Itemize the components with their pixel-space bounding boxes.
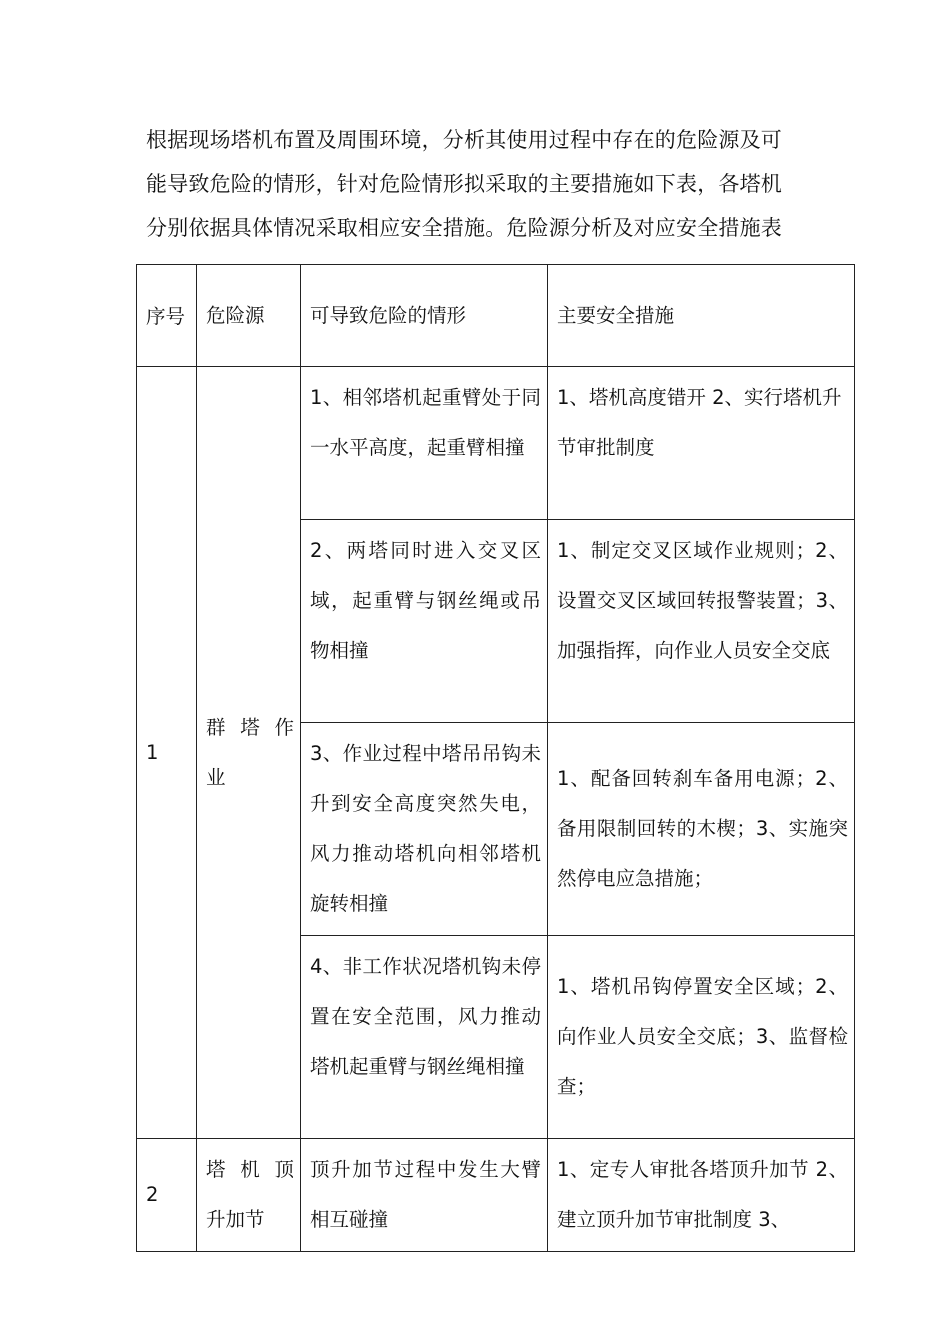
row-measure: 1、定专人审批各塔顶升加节 2、建立顶升加节审批制度 3、	[548, 1139, 855, 1252]
header-situation: 可导致危险的情形	[301, 265, 548, 367]
row-situation: 3、作业过程中塔吊吊钩未升到安全高度突然失电，风力推动塔机向相邻塔机旋转相撞	[301, 723, 548, 936]
intro-paragraph	[146, 118, 826, 250]
row-measure: 1、制定交叉区域作业规则；2、设置交叉区域回转报警装置；3、加强指挥，向作业人员安全交底	[548, 520, 855, 723]
table-row	[137, 367, 855, 520]
hazard-measures-table	[136, 264, 855, 1252]
header-seq: 序号	[137, 265, 197, 367]
intro-line: 分别依据具体情况采取相应安全措施。危险源分析及对应安全措施表	[146, 216, 782, 240]
table-header-row	[137, 265, 855, 367]
row-situation: 顶升加节过程中发生大臂相互碰撞	[301, 1139, 548, 1252]
row-seq: 1	[137, 367, 197, 1139]
table-row	[137, 1139, 855, 1252]
row-situation: 2、两塔同时进入交叉区域，起重臂与钢丝绳或吊物相撞	[301, 520, 548, 723]
row-measure: 1、配备回转刹车备用电源；2、备用限制回转的木楔；3、实施突然停电应急措施；	[548, 723, 855, 936]
row-measure: 1、塔机吊钩停置安全区域；2、向作业人员安全交底；3、监督检查；	[548, 936, 855, 1139]
intro-line: 能导致危险的情形，针对危险情形拟采取的主要措施如下表，各塔机	[146, 172, 782, 196]
row-measure: 1、塔机高度错开 2、实行塔机升节审批制度	[548, 367, 855, 520]
header-measure: 主要安全措施	[548, 265, 855, 367]
row-situation: 4、非工作状况塔机钩未停置在安全范围，风力推动塔机起重臂与钢丝绳相撞	[301, 936, 548, 1139]
intro-line: 根据现场塔机布置及周围环境，分析其使用过程中存在的危险源及可	[146, 128, 782, 152]
row-hazard: 塔 机 顶 升加节	[197, 1139, 301, 1252]
row-seq: 2	[137, 1139, 197, 1252]
header-hazard: 危险源	[197, 265, 301, 367]
row-situation: 1、相邻塔机起重臂处于同一水平高度，起重臂相撞	[301, 367, 548, 520]
row-hazard: 群 塔 作 业	[197, 367, 301, 1139]
